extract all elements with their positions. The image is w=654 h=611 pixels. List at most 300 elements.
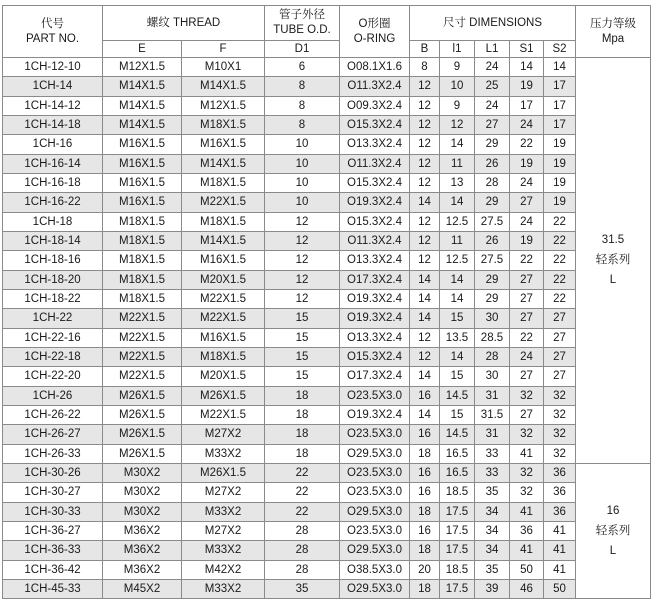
dim-s1-cell: 22	[510, 251, 544, 270]
dim-s2-cell: 41	[544, 521, 576, 540]
o-ring-cell: O23.5X3.0	[340, 386, 410, 405]
dim-s2-header: S2	[544, 41, 576, 58]
dim-l1-cell: 29	[475, 289, 510, 308]
dim-l1-small-cell: 14	[440, 135, 475, 154]
table-row	[3, 115, 651, 134]
dim-s2-cell: 22	[544, 251, 576, 270]
dim-s1-cell: 41	[510, 444, 544, 463]
dim-s2-cell: 22	[544, 289, 576, 308]
tube-d1-cell: 12	[265, 289, 340, 308]
o-ring-cell: O19.3X2.4	[340, 405, 410, 424]
o-ring-cell: O13.3X2.4	[340, 251, 410, 270]
tube-d1-cell: 18	[265, 425, 340, 444]
pressure-rating-cell	[576, 58, 651, 464]
dim-l1-small-cell: 17.5	[440, 579, 475, 598]
dim-s2-cell: 36	[544, 463, 576, 482]
dim-b-cell: 14	[410, 309, 440, 328]
tube-d1-cell: 10	[265, 154, 340, 173]
spec-table-body	[3, 58, 651, 599]
dim-s2-cell: 19	[544, 135, 576, 154]
thread-f-cell: M27X2	[182, 483, 265, 502]
o-ring-cell: O11.3X2.4	[340, 154, 410, 173]
dim-s1-header: S1	[510, 41, 544, 58]
tube-d1-cell: 28	[265, 541, 340, 560]
o-ring-cell: O11.3X2.4	[340, 77, 410, 96]
o-ring-cell: O19.3X2.4	[340, 289, 410, 308]
tube-d1-cell: 8	[265, 115, 340, 134]
dim-l1-small-cell: 9	[440, 58, 475, 77]
tube-d1-cell: 22	[265, 502, 340, 521]
dim-l1-cell: 39	[475, 579, 510, 598]
thread-f-cell: M18X1.5	[182, 212, 265, 231]
o-ring-header	[340, 6, 410, 58]
tube-d1-cell: 18	[265, 444, 340, 463]
dim-s2-cell: 27	[544, 347, 576, 366]
dim-s1-cell: 32	[510, 425, 544, 444]
dim-l1-cell: 35	[475, 483, 510, 502]
dim-l1-cell: 31	[475, 425, 510, 444]
dim-b-cell: 12	[410, 347, 440, 366]
dim-l1-small-cell: 16.5	[440, 463, 475, 482]
table-row	[3, 135, 651, 154]
dim-s2-cell: 32	[544, 425, 576, 444]
part-no-cell: 1CH-36-42	[3, 560, 103, 579]
dim-s1-cell: 32	[510, 463, 544, 482]
table-row	[3, 463, 651, 482]
dim-b-cell: 12	[410, 115, 440, 134]
thread-e-cell: M26X1.5	[103, 405, 182, 424]
dim-s1-cell: 24	[510, 347, 544, 366]
thread-f-cell: M22X1.5	[182, 193, 265, 212]
part-no-header-cn: 代号	[41, 17, 64, 30]
dim-l1-small-cell: 14	[440, 289, 475, 308]
part-no-cell: 1CH-14	[3, 77, 103, 96]
tube-d1-cell: 6	[265, 58, 340, 77]
tube-d1-cell: 22	[265, 483, 340, 502]
thread-f-cell: M18X1.5	[182, 347, 265, 366]
thread-e-cell: M18X1.5	[103, 289, 182, 308]
table-row	[3, 367, 651, 386]
o-ring-cell: O09.3X2.4	[340, 96, 410, 115]
dim-s1-cell: 24	[510, 173, 544, 192]
dim-s2-cell: 14	[544, 58, 576, 77]
thread-e-cell: M16X1.5	[103, 193, 182, 212]
part-no-cell: 1CH-36-27	[3, 521, 103, 540]
dim-l1-small-cell: 17.5	[440, 521, 475, 540]
dim-s1-cell: 19	[510, 77, 544, 96]
dim-l1-small-cell: 11	[440, 154, 475, 173]
thread-f-cell: M26X1.5	[182, 386, 265, 405]
pressure-value: 31.5	[601, 234, 625, 247]
dim-s2-cell: 22	[544, 231, 576, 250]
dim-l1-small-cell: 11	[440, 231, 475, 250]
table-row	[3, 154, 651, 173]
tube-d1-cell: 10	[265, 193, 340, 212]
thread-f-cell: M16X1.5	[182, 251, 265, 270]
thread-f-cell: M22X1.5	[182, 405, 265, 424]
tube-od-header-en: TUBE O.D.	[273, 24, 331, 36]
part-no-cell: 1CH-30-27	[3, 483, 103, 502]
dim-b-cell: 18	[410, 579, 440, 598]
dim-b-cell: 14	[410, 270, 440, 289]
table-row	[3, 58, 651, 77]
dim-s2-cell: 22	[544, 212, 576, 231]
table-row	[3, 444, 651, 463]
thread-e-cell: M14X1.5	[103, 96, 182, 115]
dim-l1-cell: 33	[475, 444, 510, 463]
dim-b-cell: 14	[410, 367, 440, 386]
dim-l1-cell: 26	[475, 154, 510, 173]
tube-d1-cell: 10	[265, 135, 340, 154]
dim-b-cell: 12	[410, 231, 440, 250]
dim-b-cell: 12	[410, 328, 440, 347]
dim-b-cell: 16	[410, 463, 440, 482]
dim-l1-small-cell: 15	[440, 309, 475, 328]
tube-d1-cell: 8	[265, 77, 340, 96]
part-no-cell: 1CH-26-33	[3, 444, 103, 463]
dim-l1-small-cell: 12.5	[440, 212, 475, 231]
dim-b-cell: 12	[410, 212, 440, 231]
pressure-rating-cell	[576, 463, 651, 598]
dim-s2-cell: 32	[544, 386, 576, 405]
dim-s2-cell: 41	[544, 541, 576, 560]
dim-s2-cell: 27	[544, 328, 576, 347]
pressure-header-cn: 压力等级	[590, 17, 636, 30]
dim-b-cell: 12	[410, 96, 440, 115]
table-row	[3, 386, 651, 405]
table-row	[3, 77, 651, 96]
o-ring-cell: O23.5X3.0	[340, 483, 410, 502]
thread-e-cell: M22X1.5	[103, 367, 182, 386]
dim-l1-small-cell: 15	[440, 405, 475, 424]
dim-b-cell: 12	[410, 154, 440, 173]
table-row	[3, 502, 651, 521]
part-no-header	[3, 6, 103, 58]
dim-b-cell: 14	[410, 289, 440, 308]
table-row	[3, 521, 651, 540]
tube-d1-cell: 12	[265, 212, 340, 231]
thread-e-cell: M16X1.5	[103, 154, 182, 173]
table-row	[3, 541, 651, 560]
tube-d1-cell: 10	[265, 173, 340, 192]
thread-e-cell: M16X1.5	[103, 173, 182, 192]
dim-s2-cell: 41	[544, 560, 576, 579]
thread-e-cell: M30X2	[103, 502, 182, 521]
dim-s2-cell: 19	[544, 173, 576, 192]
table-row	[3, 328, 651, 347]
dim-s1-cell: 27	[510, 309, 544, 328]
thread-e-cell: M26X1.5	[103, 425, 182, 444]
table-row	[3, 483, 651, 502]
dim-l1-cell: 25	[475, 77, 510, 96]
tube-d1-cell: 35	[265, 579, 340, 598]
o-ring-cell: O08.1X1.6	[340, 58, 410, 77]
dim-l1-small-cell: 14.5	[440, 425, 475, 444]
tube-d1-header: D1	[265, 41, 340, 58]
thread-e-cell: M18X1.5	[103, 270, 182, 289]
dim-s2-cell: 36	[544, 502, 576, 521]
o-ring-header-en: O-RING	[353, 32, 396, 45]
dim-l1-small-cell: 18.5	[440, 560, 475, 579]
thread-e-cell: M36X2	[103, 541, 182, 560]
dim-s1-cell: 27	[510, 289, 544, 308]
dim-s2-cell: 19	[544, 193, 576, 212]
thread-e-cell: M12X1.5	[103, 58, 182, 77]
thread-e-cell: M14X1.5	[103, 77, 182, 96]
tube-d1-cell: 15	[265, 328, 340, 347]
dim-l1-small-cell: 14	[440, 270, 475, 289]
dim-s1-cell: 24	[510, 212, 544, 231]
dim-b-cell: 14	[410, 193, 440, 212]
thread-f-cell: M22X1.5	[182, 309, 265, 328]
part-no-cell: 1CH-16-22	[3, 193, 103, 212]
table-row	[3, 347, 651, 366]
thread-f-cell: M14X1.5	[182, 154, 265, 173]
thread-f-cell: M20X1.5	[182, 270, 265, 289]
dim-l1-cell: 34	[475, 502, 510, 521]
dim-l1-cell: 35	[475, 560, 510, 579]
dim-s1-cell: 32	[510, 386, 544, 405]
thread-e-cell: M45X2	[103, 579, 182, 598]
o-ring-cell: O15.3X2.4	[340, 173, 410, 192]
part-no-cell: 1CH-16	[3, 135, 103, 154]
dim-l1-small-cell: 12.5	[440, 251, 475, 270]
dim-b-cell: 18	[410, 444, 440, 463]
dim-l1-cell: 27	[475, 115, 510, 134]
dim-s1-cell: 24	[510, 115, 544, 134]
thread-e-cell: M22X1.5	[103, 309, 182, 328]
dim-l1-small-cell: 10	[440, 77, 475, 96]
dim-s1-cell: 41	[510, 541, 544, 560]
thread-f-cell: M33X2	[182, 541, 265, 560]
table-row	[3, 309, 651, 328]
dim-l1-header: L1	[475, 41, 510, 58]
table-row	[3, 560, 651, 579]
table-row	[3, 579, 651, 598]
thread-f-cell: M14X1.5	[182, 231, 265, 250]
dim-l1-small-cell: 12	[440, 115, 475, 134]
thread-e-cell: M22X1.5	[103, 328, 182, 347]
thread-f-cell: M18X1.5	[182, 173, 265, 192]
tube-d1-cell: 15	[265, 309, 340, 328]
dim-b-cell: 16	[410, 425, 440, 444]
dim-l1-cell: 27.5	[475, 212, 510, 231]
thread-e-header: E	[103, 41, 182, 58]
dim-b-cell: 18	[410, 502, 440, 521]
pressure-series: 轻系列	[595, 254, 631, 267]
thread-f-cell: M18X1.5	[182, 115, 265, 134]
thread-e-cell: M26X1.5	[103, 386, 182, 405]
dim-l1-cell: 34	[475, 541, 510, 560]
part-no-cell: 1CH-30-26	[3, 463, 103, 482]
dim-l1-small-cell: 15	[440, 367, 475, 386]
part-no-cell: 1CH-22-20	[3, 367, 103, 386]
part-no-cell: 1CH-18-14	[3, 231, 103, 250]
o-ring-cell: O29.5X3.0	[340, 502, 410, 521]
dim-s1-cell: 19	[510, 231, 544, 250]
dim-s2-cell: 17	[544, 96, 576, 115]
dim-b-cell: 12	[410, 251, 440, 270]
dim-l1-small-cell: 17.5	[440, 541, 475, 560]
table-row	[3, 405, 651, 424]
thread-e-cell: M22X1.5	[103, 347, 182, 366]
tube-d1-cell: 12	[265, 270, 340, 289]
thread-e-cell: M18X1.5	[103, 231, 182, 250]
dim-b-cell: 16	[410, 521, 440, 540]
dim-l1-small-cell: 13.5	[440, 328, 475, 347]
dim-s2-cell: 36	[544, 483, 576, 502]
table-row	[3, 212, 651, 231]
thread-f-cell: M27X2	[182, 521, 265, 540]
part-no-cell: 1CH-14-18	[3, 115, 103, 134]
tube-d1-cell: 22	[265, 463, 340, 482]
dim-l1-small-cell: 14.5	[440, 386, 475, 405]
dim-l1-small-cell: 18.5	[440, 483, 475, 502]
tube-d1-cell: 12	[265, 231, 340, 250]
dim-l1-cell: 24	[475, 96, 510, 115]
pressure-value: 16	[606, 505, 620, 518]
part-no-cell: 1CH-26-27	[3, 425, 103, 444]
dim-s1-cell: 41	[510, 502, 544, 521]
thread-f-cell: M14X1.5	[182, 77, 265, 96]
dim-l1-cell: 29	[475, 193, 510, 212]
dim-s1-cell: 19	[510, 154, 544, 173]
dim-l1-cell: 24	[475, 58, 510, 77]
pressure-header-en: Mpa	[601, 32, 625, 45]
tube-d1-cell: 15	[265, 347, 340, 366]
o-ring-cell: O19.3X2.4	[340, 193, 410, 212]
dim-l1-cell: 27.5	[475, 251, 510, 270]
thread-f-cell: M12X1.5	[182, 96, 265, 115]
dim-s2-cell: 22	[544, 270, 576, 289]
dim-s2-cell: 27	[544, 309, 576, 328]
dim-l1-cell: 33	[475, 463, 510, 482]
o-ring-cell: O13.3X2.4	[340, 135, 410, 154]
tube-d1-cell: 28	[265, 560, 340, 579]
dim-l1-small-cell: 9	[440, 96, 475, 115]
pressure-code: L	[609, 545, 617, 558]
o-ring-cell: O13.3X2.4	[340, 328, 410, 347]
table-row	[3, 231, 651, 250]
dim-b-cell: 14	[410, 405, 440, 424]
dim-s1-cell: 27	[510, 367, 544, 386]
dim-l1-cell: 28	[475, 173, 510, 192]
o-ring-cell: O17.3X2.4	[340, 367, 410, 386]
part-no-cell: 1CH-22	[3, 309, 103, 328]
o-ring-cell: O29.5X3.0	[340, 579, 410, 598]
dim-l1-cell: 34	[475, 521, 510, 540]
pressure-code: L	[609, 274, 617, 287]
pressure-series: 轻系列	[595, 525, 631, 538]
part-no-cell: 1CH-22-16	[3, 328, 103, 347]
pressure-header	[576, 6, 651, 58]
thread-f-cell: M20X1.5	[182, 367, 265, 386]
o-ring-cell: O19.3X2.4	[340, 309, 410, 328]
tube-od-header	[265, 6, 340, 41]
thread-f-cell: M33X2	[182, 502, 265, 521]
thread-e-cell: M36X2	[103, 560, 182, 579]
thread-e-cell: M14X1.5	[103, 115, 182, 134]
part-no-cell: 1CH-18-20	[3, 270, 103, 289]
dim-l1-small-cell: 16.5	[440, 444, 475, 463]
dim-s1-cell: 14	[510, 58, 544, 77]
dim-s1-cell: 22	[510, 328, 544, 347]
dim-s1-cell: 27	[510, 270, 544, 289]
tube-d1-cell: 12	[265, 251, 340, 270]
dim-s2-cell: 17	[544, 115, 576, 134]
o-ring-cell: O29.5X3.0	[340, 541, 410, 560]
dim-b-cell: 20	[410, 560, 440, 579]
dim-l1-cell: 31.5	[475, 405, 510, 424]
thread-e-cell: M18X1.5	[103, 212, 182, 231]
spec-table-wrapper	[2, 5, 651, 599]
part-no-cell: 1CH-16-18	[3, 173, 103, 192]
o-ring-header-cn: O形圈	[358, 17, 391, 30]
thread-e-cell: M30X2	[103, 483, 182, 502]
thread-e-cell: M30X2	[103, 463, 182, 482]
dim-b-cell: 12	[410, 77, 440, 96]
o-ring-cell: O11.3X2.4	[340, 231, 410, 250]
o-ring-cell: O38.5X3.0	[340, 560, 410, 579]
dim-s2-cell: 27	[544, 367, 576, 386]
thread-f-cell: M22X1.5	[182, 289, 265, 308]
table-row	[3, 425, 651, 444]
thread-f-cell: M10X1	[182, 58, 265, 77]
table-row	[3, 96, 651, 115]
part-no-cell: 1CH-18-22	[3, 289, 103, 308]
o-ring-cell: O15.3X2.4	[340, 347, 410, 366]
dim-s2-cell: 50	[544, 579, 576, 598]
part-no-cell: 1CH-22-18	[3, 347, 103, 366]
thread-e-cell: M36X2	[103, 521, 182, 540]
dim-l1-cell: 30	[475, 367, 510, 386]
dim-l1-cell: 31	[475, 386, 510, 405]
tube-od-header-cn: 管子外径	[279, 9, 325, 21]
o-ring-cell: O23.5X3.0	[340, 463, 410, 482]
thread-f-cell: M27X2	[182, 425, 265, 444]
tube-d1-cell: 18	[265, 386, 340, 405]
table-row	[3, 251, 651, 270]
dim-b-cell: 16	[410, 386, 440, 405]
thread-f-cell: M33X2	[182, 444, 265, 463]
thread-f-cell: M16X1.5	[182, 135, 265, 154]
tube-d1-cell: 15	[265, 367, 340, 386]
thread-e-cell: M26X1.5	[103, 444, 182, 463]
dim-s1-cell: 22	[510, 135, 544, 154]
part-no-cell: 1CH-12-10	[3, 58, 103, 77]
dim-l1-small-cell: 14	[440, 347, 475, 366]
table-row	[3, 270, 651, 289]
o-ring-cell: O23.5X3.0	[340, 521, 410, 540]
dim-l1-cell: 29	[475, 135, 510, 154]
thread-f-cell: M33X2	[182, 579, 265, 598]
part-no-cell: 1CH-26	[3, 386, 103, 405]
thread-e-cell: M16X1.5	[103, 135, 182, 154]
part-no-cell: 1CH-18-16	[3, 251, 103, 270]
dim-l1-cell: 29	[475, 270, 510, 289]
dim-l1-cell: 26	[475, 231, 510, 250]
tube-d1-cell: 8	[265, 96, 340, 115]
dim-b-header: B	[410, 41, 440, 58]
dim-s1-cell: 27	[510, 405, 544, 424]
part-no-cell: 1CH-26-22	[3, 405, 103, 424]
dim-b-cell: 18	[410, 541, 440, 560]
o-ring-cell: O15.3X2.4	[340, 212, 410, 231]
table-row	[3, 173, 651, 192]
dim-l1-small-cell: 13	[440, 173, 475, 192]
thread-e-cell: M18X1.5	[103, 251, 182, 270]
dim-b-cell: 12	[410, 173, 440, 192]
